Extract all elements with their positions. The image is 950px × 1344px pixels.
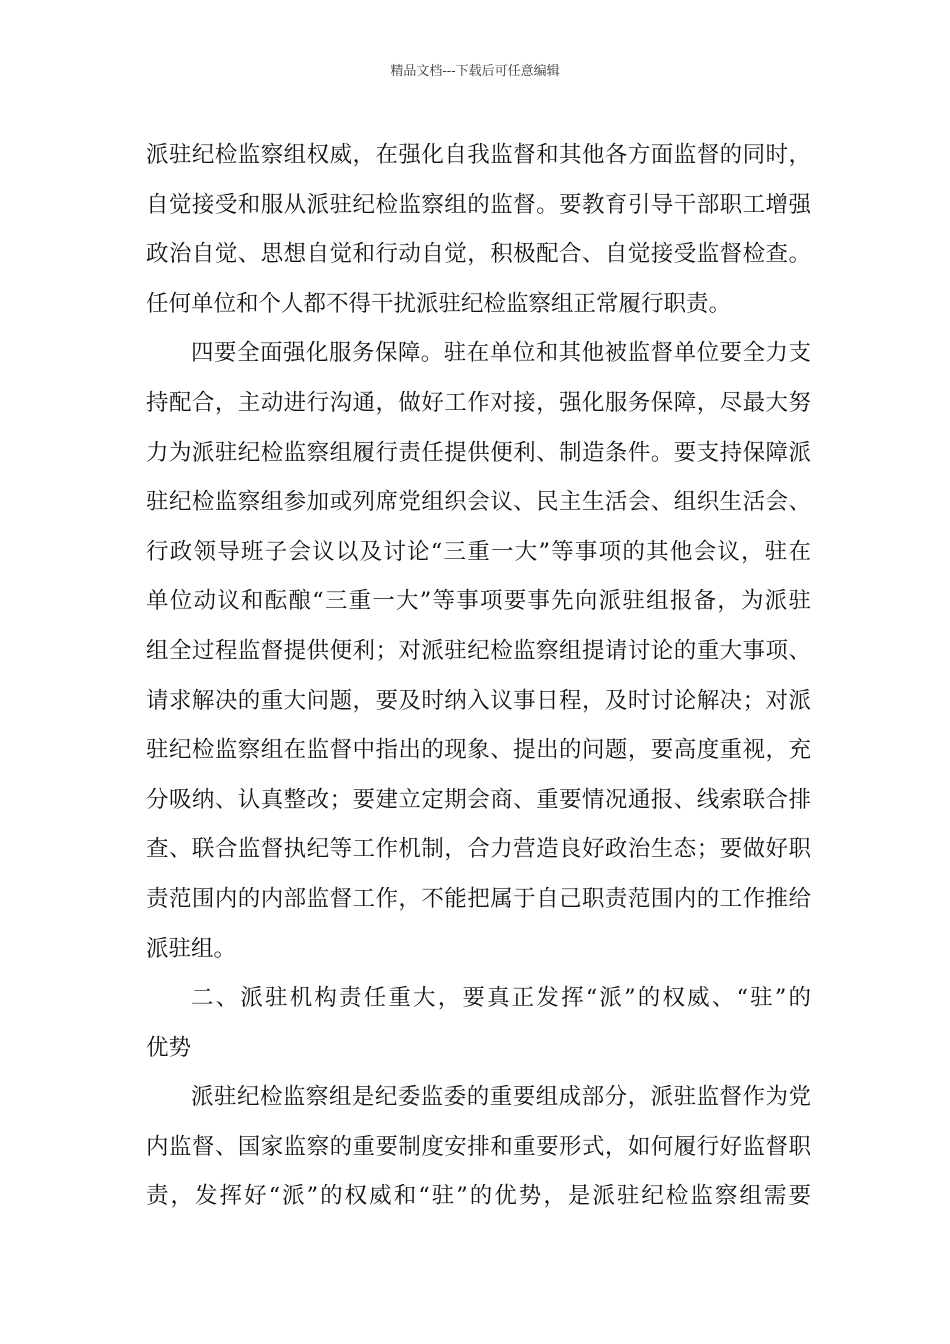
text-line: 责，发挥好“派”的权威和“驻”的优势，是派驻纪检监察组需要 xyxy=(146,1183,811,1210)
text-line: 行政领导班子会议以及讨论“三重一大”等事项的其他会议，驻在 xyxy=(146,538,811,565)
text-line: 请求解决的重大问题，要及时纳入议事日程，及时讨论解决；对派 xyxy=(146,687,811,714)
text-line: 自觉接受和服从派驻纪检监察组的监督。要教育引导干部职工增强 xyxy=(146,191,811,218)
page-header: 精品文档---下载后可任意编辑 xyxy=(390,64,560,79)
text-line: 力为派驻纪检监察组履行责任提供便利、制造条件。要支持保障派 xyxy=(146,439,811,466)
text-line: 持配合，主动进行沟通，做好工作对接，强化服务保障，尽最大努 xyxy=(146,389,811,416)
section-heading-line: 二、派驻机构责任重大，要真正发挥“派”的权威、“驻”的 xyxy=(191,985,811,1012)
text-line: 责范围内的内部监督工作，不能把属于自己职责范围内的工作推给 xyxy=(146,885,811,912)
section-heading-line: 优势 xyxy=(146,1034,192,1061)
text-line: 派驻纪检监察组是纪委监委的重要组成部分，派驻监督作为党 xyxy=(191,1084,811,1111)
text-line: 四要全面强化服务保障。驻在单位和其他被监督单位要全力支 xyxy=(191,340,811,367)
text-line: 分吸纳、认真整改；要建立定期会商、重要情况通报、线索联合排 xyxy=(146,786,811,813)
text-line: 驻纪检监察组在监督中指出的现象、提出的问题，要高度重视，充 xyxy=(146,737,811,764)
text-line: 派驻组。 xyxy=(146,935,237,962)
text-line: 内监督、国家监察的重要制度安排和重要形式，如何履行好监督职 xyxy=(146,1133,811,1160)
text-line: 任何单位和个人都不得干扰派驻纪检监察组正常履行职责。 xyxy=(146,290,732,317)
text-line: 派驻纪检监察组权威，在强化自我监督和其他各方面监督的同时， xyxy=(146,142,811,168)
text-line: 组全过程监督提供便利；对派驻纪检监察组提请讨论的重大事项、 xyxy=(146,637,811,664)
document-body xyxy=(146,131,811,1222)
text-line: 单位动议和酝酿“三重一大”等事项要事先向派驻组报备，为派驻 xyxy=(146,588,811,615)
text-line: 查、联合监督执纪等工作机制，合力营造良好政治生态；要做好职 xyxy=(146,836,811,863)
text-line: 驻纪检监察组参加或列席党组织会议、民主生活会、组织生活会、 xyxy=(146,489,811,516)
text-line: 政治自觉、思想自觉和行动自觉，积极配合、自觉接受监督检查。 xyxy=(146,241,811,268)
